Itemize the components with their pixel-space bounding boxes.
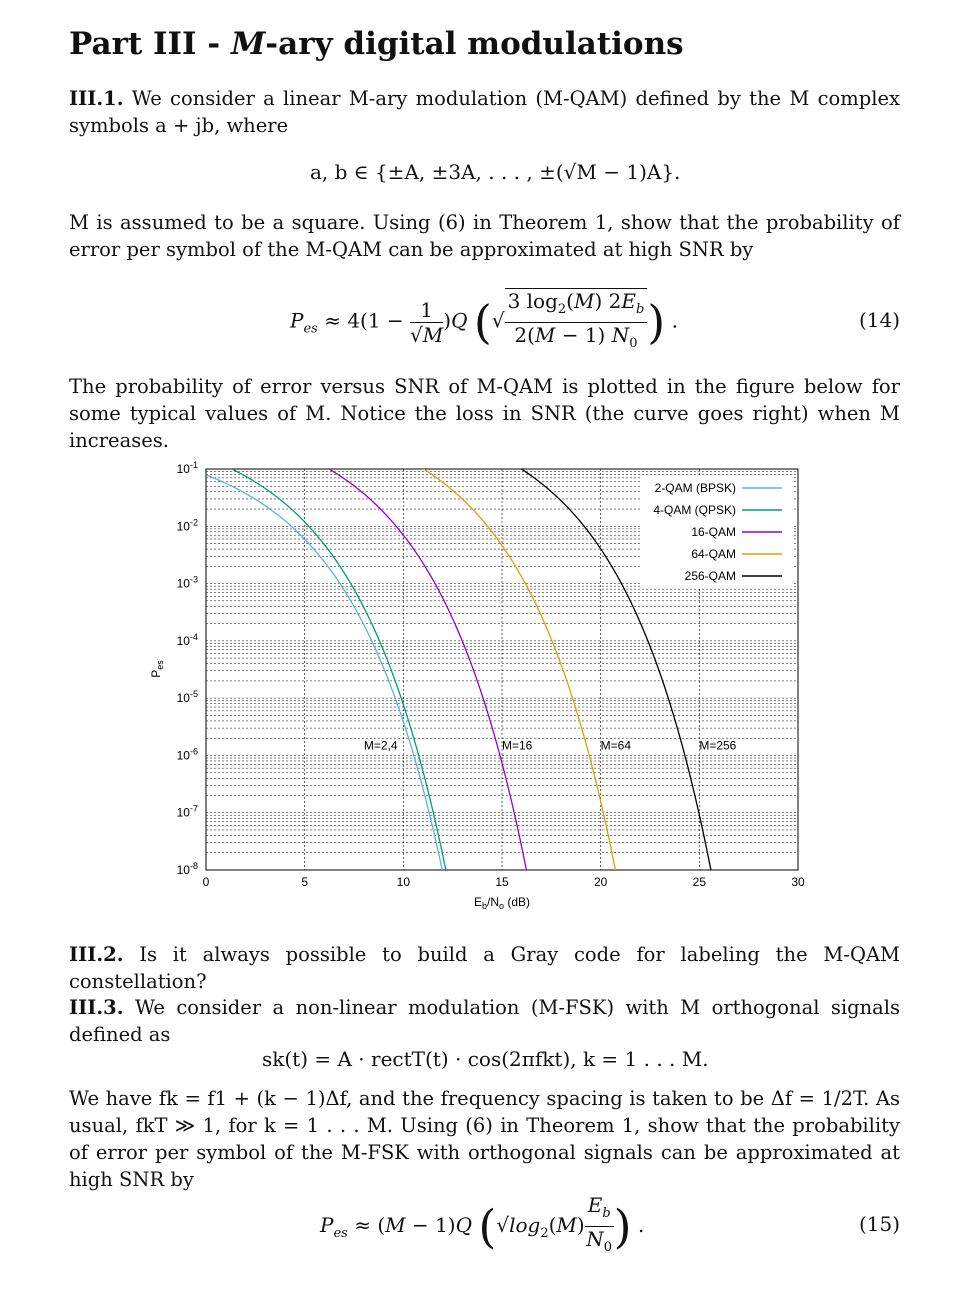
x-tick-label: 20 <box>593 875 608 889</box>
y-tick-label: $10^{-8}$ <box>176 861 198 877</box>
section-label: III.3. <box>69 996 124 1019</box>
section-label: III.2. <box>69 943 124 966</box>
section-iii-2 <box>69 941 900 995</box>
curve-annotation: M=256 <box>699 738 737 753</box>
x-tick-label: 5 <box>301 875 309 889</box>
paragraph-text: Is it always possible to build a Gray code for labeling the M-QAM constellation? <box>69 943 900 993</box>
y-tick-label: $10^{-6}$ <box>176 746 198 763</box>
chart-legend <box>640 475 794 587</box>
fsk-signal-equation: sk(t) = A · rectT(t) · cos(2πfkt), k = 1 . . . M. <box>262 1047 709 1071</box>
y-tick-label: $10^{-5}$ <box>176 689 198 706</box>
section-iii-1-text3: The probability of error versus SNR of M-QAM is plotted in the figure below for some typical values of M. Notice the loss in SNR (the curve goes right) when M increases. <box>69 375 900 452</box>
x-tick-label: 15 <box>495 875 509 889</box>
y-tick-label: $10^{-1}$ <box>176 460 198 476</box>
legend-entry: 256-QAM <box>684 569 736 583</box>
pes-vs-snr-chart <box>140 455 820 915</box>
equation-14: $P_{es} \approx 4(1$ − $\frac{1}{√M}$ )Q (√ $\frac{3 \log_2(M) 2E_b}{2(M - 1) N_0}$ ) . <box>290 288 678 356</box>
y-tick-label: $10^{-3}$ <box>176 574 198 591</box>
x-tick-label: 10 <box>396 875 411 889</box>
x-axis-label: $E_b/N_o$ (dB) <box>473 895 531 911</box>
section-iii-1-intro <box>69 85 900 139</box>
legend-entry: 64-QAM <box>691 547 736 561</box>
y-tick-label: $10^{-2}$ <box>176 517 198 534</box>
equation-15: $P_{es} \approx (M - 1)Q$ ($√\log_2(M)$ $\frac{E_b}{N_0}$ ) . <box>320 1193 645 1255</box>
section-iii-3-text2: We have fk = f1 + (k − 1)Δf, and the frequency spacing is taken to be Δf = 1/2T. As usual, fkT ≫ 1, for k = 1 . . . M. Using (6) in Theorem 1, show that the probability of error per symbol of the M-FSK with orthogonal signals can be approximated at high SNR by <box>69 1087 900 1191</box>
paragraph-text: We consider a non-linear modulation (M-FSK) with M orthogonal signals defined as <box>69 996 901 1046</box>
x-tick-label: 0 <box>202 875 210 889</box>
symbol-set-equation: a, b ∈ {±A, ±3A, . . . , ±(√M − 1)A}. <box>310 160 681 184</box>
section-iii-3-intro <box>69 994 900 1048</box>
legend-entry: 16-QAM <box>691 525 736 539</box>
curve-annotation: M=2,4 <box>363 738 398 753</box>
y-tick-label: $10^{-4}$ <box>176 631 198 648</box>
equation-14-number: (14) <box>858 308 900 332</box>
x-tick-label: 25 <box>692 875 707 889</box>
legend-entry: 2-QAM (BPSK) <box>654 481 736 495</box>
section-label: III.1. <box>69 87 124 110</box>
legend-entry: 4-QAM (QPSK) <box>653 503 736 517</box>
section-iii-1-text2: M is assumed to be a square. Using (6) in Theorem 1, show that the probability of error per symbol of the M-QAM can be approximated at high SNR by <box>69 211 900 261</box>
y-tick-label: $10^{-7}$ <box>176 803 198 820</box>
paragraph-text: We consider a linear M-ary modulation (M-QAM) defined by the M complex symbols a + jb, where <box>69 87 900 137</box>
curve-annotation: M=16 <box>502 738 533 753</box>
x-tick-label: 30 <box>791 875 805 889</box>
page-title: Part III - M-ary digital modulations <box>69 26 684 62</box>
y-axis-label: $P_{es}$ <box>149 660 165 678</box>
curve-annotation: M=64 <box>600 738 632 753</box>
equation-15-number: (15) <box>858 1212 900 1236</box>
